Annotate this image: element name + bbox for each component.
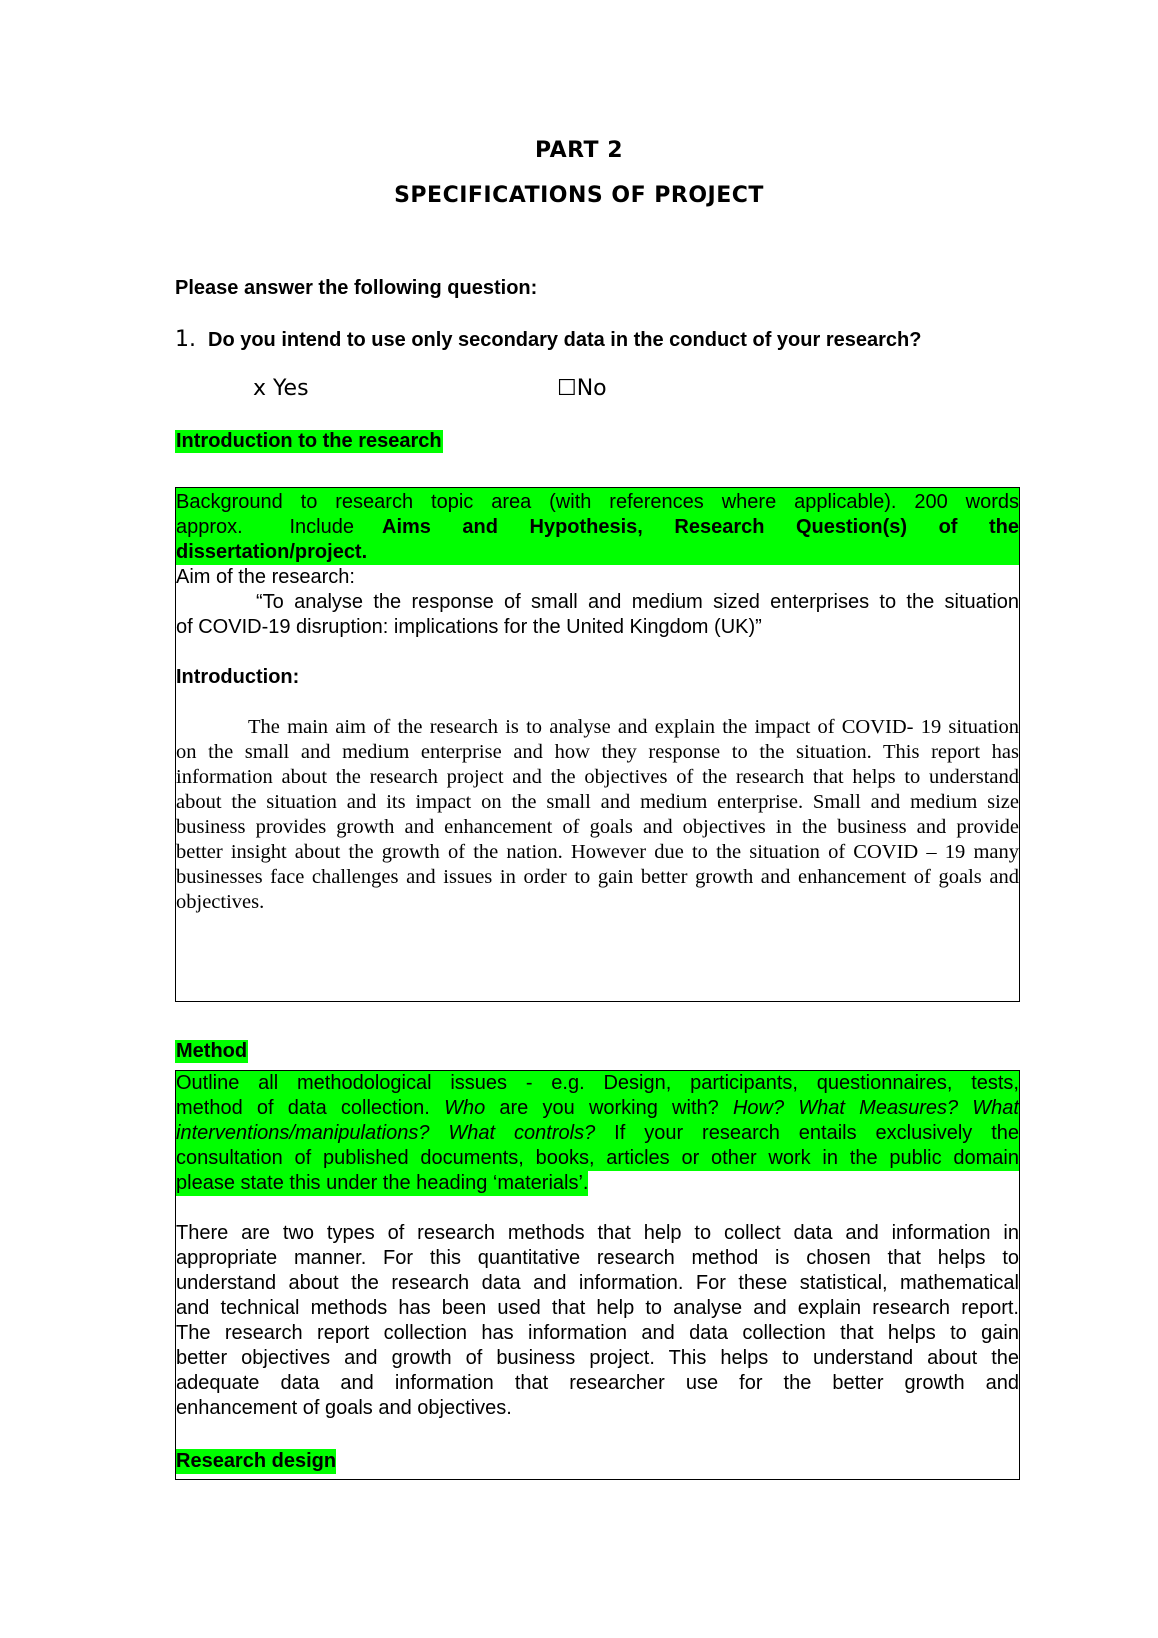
instruction-bold: Aims and Hypothesis, Research Question(s) of the xyxy=(382,516,1019,538)
method-line: understand about the research data and information. For these statistical, mathematical xyxy=(176,1272,1019,1294)
method-line: adequate data and information that researcher use for the better growth and xyxy=(176,1372,1019,1394)
instruction-approx: approx. xyxy=(176,516,243,538)
instruction-line: dissertation/project. xyxy=(176,541,368,563)
intro-line: objectives. xyxy=(176,891,265,913)
intro-label: Introduction: xyxy=(176,666,300,688)
method-line: The research report collection has information and data collection that helps to gain xyxy=(176,1322,1019,1344)
method-line: enhancement of goals and objectives. xyxy=(176,1397,512,1419)
intro-paragraph xyxy=(176,715,1019,915)
method-line: appropriate manner. For this quantitative research method is chosen that helps to xyxy=(176,1247,1019,1269)
yes-option[interactable]: x Yes xyxy=(253,376,309,401)
method-box xyxy=(175,1070,1020,1480)
instruction-plain xyxy=(176,515,354,540)
instruction-line xyxy=(176,1121,1019,1146)
intro-line: information about the research project and the objectives of the research that helps to understand xyxy=(176,766,1019,788)
intro-line: business provides growth and enhancement of goals and objectives in the business and provide xyxy=(176,816,1019,838)
aim-line: of COVID-19 disruption: implications for the United Kingdom (UK)” xyxy=(176,616,762,638)
method-paragraph xyxy=(176,1221,1019,1421)
aim-label: Aim of the research: xyxy=(176,566,355,588)
intro-heading: Introduction to the research xyxy=(176,430,442,452)
method-line: and technical methods has been used that help to analyse and explain research report. xyxy=(176,1297,1019,1319)
instruction-plain: method of data collection. xyxy=(176,1097,430,1119)
instruction-line: consultation of published documents, books, articles or other work in the public domain xyxy=(176,1147,1019,1169)
intro-instructions xyxy=(176,488,1019,565)
page-title: SPECIFICATIONS OF PROJECT xyxy=(394,183,764,208)
method-instructions xyxy=(176,1071,1019,1171)
intro-line: about the situation and its impact on the small and medium enterprise. Small and medium size xyxy=(176,791,1019,813)
part-title: PART 2 xyxy=(534,138,624,163)
instruction-line: please state this under the heading ‘materials’. xyxy=(176,1172,589,1194)
intro-box xyxy=(175,487,1020,1002)
aim-line: “To analyse the response of small and medium sized enterprises to the situation xyxy=(256,591,1019,613)
spacer xyxy=(176,640,1019,665)
instruction-line: Outline all methodological issues - e.g. Design, participants, questionnaires, tests, xyxy=(176,1072,1019,1094)
question-1 xyxy=(175,327,921,352)
research-design-heading: Research design xyxy=(176,1450,337,1472)
spacer xyxy=(176,690,1019,715)
instruction-italic: How? What Measures? What xyxy=(732,1097,1019,1119)
method-line: better objectives and growth of business project. This helps to understand about the xyxy=(176,1347,1019,1369)
question-text: Do you intend to use only secondary data in the conduct of your research? xyxy=(208,329,922,351)
intro-line: on the small and medium enterprise and how they response to the situation. This report has xyxy=(176,741,1019,763)
instruction-line xyxy=(176,1096,1019,1121)
instruction-line: Background to research topic area (with references where applicable). 200 words xyxy=(176,491,1019,513)
instruction-italic: Who xyxy=(444,1097,486,1119)
no-option[interactable]: ☐No xyxy=(557,376,607,401)
method-heading: Method xyxy=(176,1040,248,1062)
instruction-plain: If your research entails exclusively the xyxy=(614,1122,1019,1144)
question-number: 1. xyxy=(175,327,196,352)
instruction-include: Include xyxy=(289,516,354,538)
intro-line: The main aim of the research is to analyse and explain the impact of COVID- 19 situation xyxy=(248,716,1019,738)
method-line: There are two types of research methods that help to collect data and information in xyxy=(176,1222,1019,1244)
instruction-plain: are you working with? xyxy=(499,1097,719,1119)
spacer xyxy=(176,1421,1019,1449)
intro-line: better insight about the growth of the nation. However due to the situation of COVID – 19 many xyxy=(176,841,1019,863)
intro-line: businesses face challenges and issues in order to gain better growth and enhancement of goals and xyxy=(176,866,1019,888)
instruction-line xyxy=(176,515,1019,540)
prompt-text: Please answer the following question: xyxy=(175,277,538,299)
spacer xyxy=(176,1196,1019,1221)
instruction-italic: interventions/manipulations? What controls? xyxy=(176,1122,596,1144)
